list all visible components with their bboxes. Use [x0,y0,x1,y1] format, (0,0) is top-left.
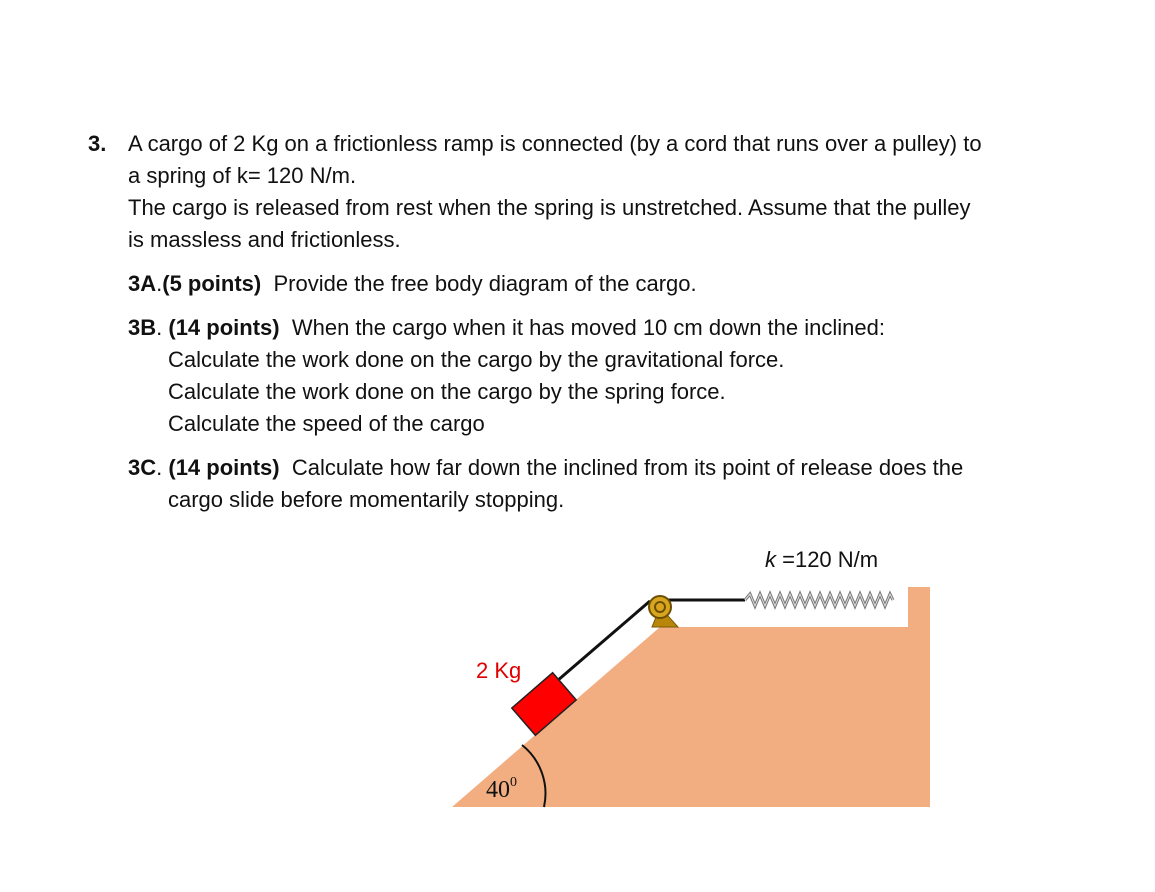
spring-label-k: k [765,547,776,572]
problem-3 [88,128,1078,516]
part-label: 3A [128,271,157,296]
pulley [649,596,671,618]
part-text-cont: cargo slide before momentarily stopping. [168,487,565,512]
intro-line: is massless and frictionless. [128,227,401,252]
part-separator: . [156,455,163,480]
intro-line: The cargo is released from rest when the spring is unstretched. Assume that the pulley [128,195,971,220]
angle-value: 40 [486,777,510,803]
part-label: 3B [128,315,157,340]
question-number: 3. [88,131,107,156]
part-3c [128,452,1078,516]
part-label: 3C [128,455,157,480]
part-separator: . [156,315,163,340]
part-text: Calculate how far down the inclined from its point of release does the [291,455,964,480]
part-3b [128,312,1078,440]
part-points: (5 points) [162,271,262,296]
list-item: Calculate the work done on the cargo by the spring force. [168,379,726,404]
part-separator: . [156,271,163,296]
spring-label [765,547,878,572]
list-item: Calculate the speed of the cargo [168,411,485,436]
part-points: (14 points) [168,315,280,340]
part-text: Provide the free body diagram of the cargo. [273,271,697,296]
part-points: (14 points) [168,455,280,480]
question-intro [128,128,1078,256]
intro-line: A cargo of 2 Kg on a frictionless ramp is connected (by a cord that runs over a pulley) to [128,131,982,156]
spring-label-value: =120 N/m [776,547,879,572]
ramp-figure [440,535,940,815]
angle-unit: 0 [510,775,517,790]
list-item: Calculate the work done on the cargo by the gravitational force. [168,347,785,372]
part-3a [128,268,1078,300]
part-3b-items [168,344,1078,440]
part-text: When the cargo when it has moved 10 cm down the inclined: [291,315,885,340]
mass-label: 2 Kg [476,658,522,683]
intro-line: a spring of k= 120 N/m. [128,163,357,188]
